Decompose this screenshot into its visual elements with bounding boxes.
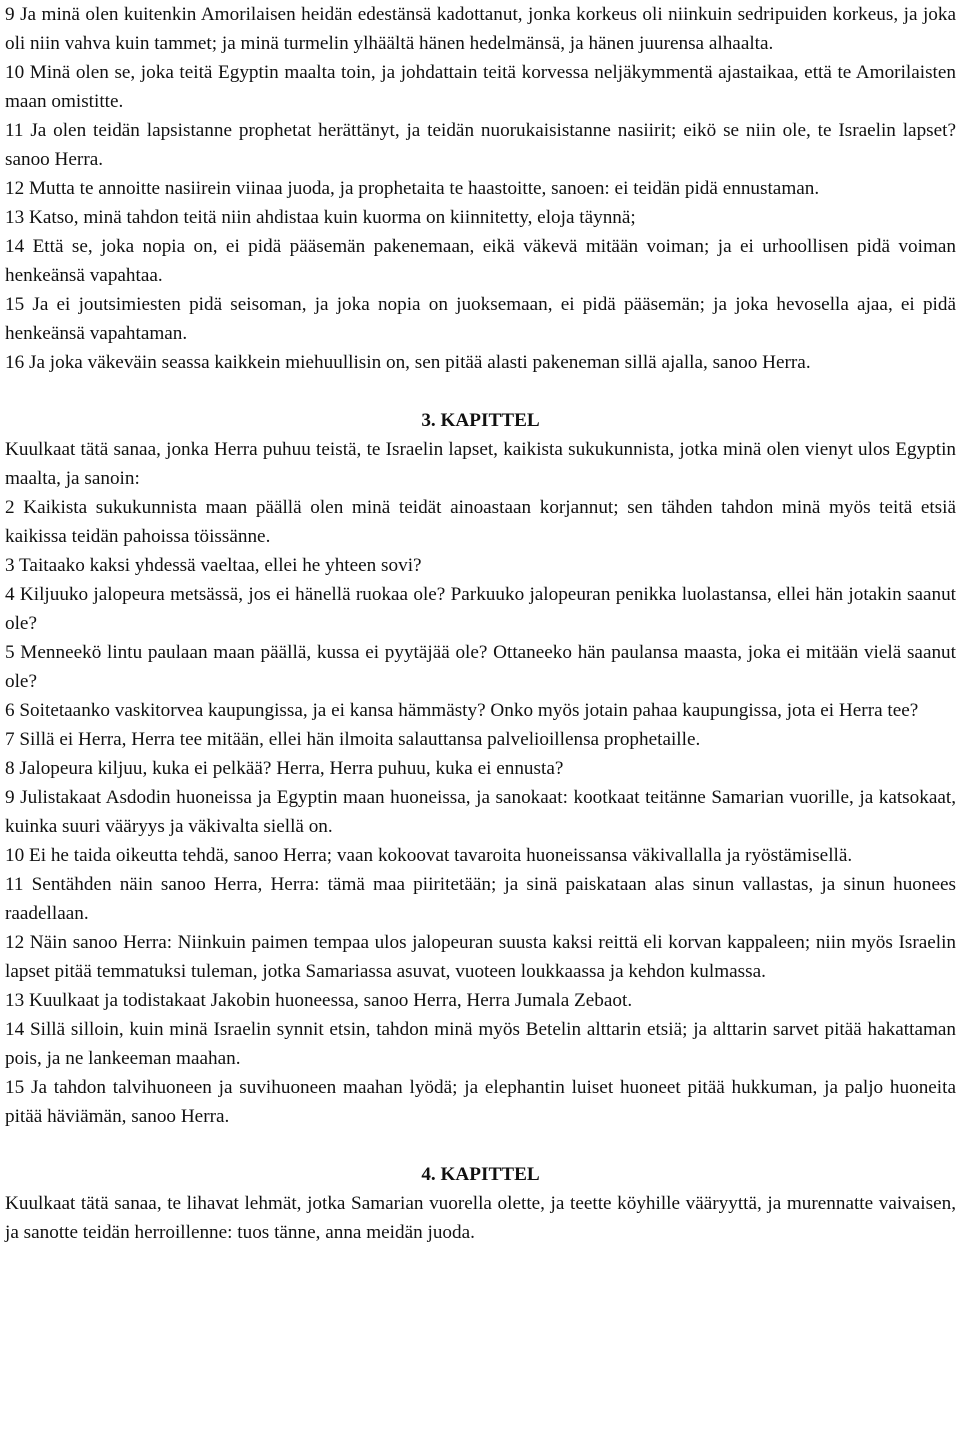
verse-2-10: 10 Minä olen se, joka teitä Egyptin maalta toin, ja johdattain teitä korvessa neljäkymmentä ajastaikaa, että te Amorilaisten maan omistitte. [5, 62, 956, 112]
chapter-3 [5, 406, 956, 1131]
chapter-2-continuation [5, 0, 956, 377]
verse-2-12: 12 Mutta te annoitte nasiirein viinaa juoda, ja prophetaita te haastoitte, sanoen: ei teidän pidä ennustaman. [5, 178, 820, 199]
verse-2-9: 9 Ja minä olen kuitenkin Amorilaisen heidän edestänsä kadottanut, jonka korkeus oli niinkuin sedripuiden korkeus, ja joka oli niin vahva kuin tammet; ja minä turmelin ylhäältä hänen hedelmänsä, ja hänen juurensa alhaalta. [5, 4, 956, 54]
document-page [5, 0, 956, 1247]
verse-3-8: 8 Jalopeura kiljuu, kuka ei pelkää? Herra, Herra puhuu, kuka ei ennusta? [5, 758, 564, 779]
section-spacer [5, 1131, 956, 1160]
verse-3-6: 6 Soitetaanko vaskitorvea kaupungissa, ja ei kansa hämmästy? Onko myös jotain pahaa kaupungissa, jota ei Herra tee? [5, 700, 919, 721]
verse-3-3: 3 Taitaako kaksi yhdessä vaeltaa, ellei he yhteen sovi? [5, 555, 422, 576]
verse-3-11: 11 Sentähden näin sanoo Herra, Herra: tämä maa piiritetään; ja sinä paiskataan alas sinun vallastas, ja sinun huonees raadellaan. [5, 874, 956, 924]
chapter-4 [5, 1160, 956, 1247]
verse-3-10: 10 Ei he taida oikeutta tehdä, sanoo Herra; vaan kokoovat tavaroita huoneissansa väkivallalla ja ryöstämisellä. [5, 845, 853, 866]
verse-3-7: 7 Sillä ei Herra, Herra tee mitään, ellei hän ilmoita salauttansa palvelioillensa prophetaille. [5, 729, 701, 750]
verse-3-13: 13 Kuulkaat ja todistakaat Jakobin huoneessa, sanoo Herra, Herra Jumala Zebaot. [5, 990, 633, 1011]
chapter-3-heading: 3. KAPITTEL [421, 410, 540, 431]
verse-4-1: Kuulkaat tätä sanaa, te lihavat lehmät, jotka Samarian vuorella olette, ja teette köyhille vääryyttä, ja murennatte vaivaisen, ja sanotte teidän herroillenne: tuos tänne, anna meidän juoda. [5, 1193, 956, 1243]
verse-2-15: 15 Ja ei joutsimiesten pidä seisoman, ja joka nopia on juoksemaan, ei pidä pääsemän; ja joka hevosella ajaa, ei pidä henkeänsä vapahtaman. [5, 294, 956, 344]
verse-3-2: 2 Kaikista sukukunnista maan päällä olen minä teidät ainoastaan korjannut; sen tähden tahdon minä myös teitä etsiä kaikissa teidän pahoissa töissänne. [5, 497, 956, 547]
section-spacer [5, 377, 956, 406]
verse-3-14: 14 Sillä silloin, kuin minä Israelin synnit etsin, tahdon minä myös Betelin alttarin etsiä; ja alttarin sarvet pitää hakattaman pois, ja ne lankeeman maahan. [5, 1019, 956, 1069]
verse-3-9: 9 Julistakaat Asdodin huoneissa ja Egyptin maan huoneissa, ja sanokaat: kootkaat teitänne Samarian vuorille, ja katsokaat, kuinka suuri vääryys ja väkivalta siellä on. [5, 787, 956, 837]
verse-3-15: 15 Ja tahdon talvihuoneen ja suvihuoneen maahan lyödä; ja elephantin luiset huoneet pitää hukkuman, ja paljo huoneita pitää häviämän, sanoo Herra. [5, 1077, 956, 1127]
verse-2-14: 14 Että se, joka nopia on, ei pidä pääsemän pakenemaan, eikä väkevä mitään voiman; ja ei urhoollisen pidä voiman henkeänsä vapahtaa. [5, 236, 956, 286]
verse-3-12: 12 Näin sanoo Herra: Niinkuin paimen tempaa ulos jalopeuran suusta kaksi reittä eli korvan kappaleen; niin myös Israelin lapset pitää temmatuksi tuleman, jotka Samariassa asuvat, vuoteen loukkaassa ja kehdon kulmassa. [5, 932, 956, 982]
verse-3-5: 5 Menneekö lintu paulaan maan päällä, kussa ei pyytäjää ole? Ottaneeko hän paulansa maasta, joka ei mitään vielä saanut ole? [5, 642, 956, 692]
verse-2-11: 11 Ja olen teidän lapsistanne prophetat herättänyt, ja teidän nuorukaisistanne nasiirit; eikö se niin ole, te Israelin lapset? sanoo Herra. [5, 120, 956, 170]
chapter-4-heading: 4. KAPITTEL [421, 1164, 540, 1185]
verse-3-1: Kuulkaat tätä sanaa, jonka Herra puhuu teistä, te Israelin lapset, kaikista sukukunnista, jotka minä olen vienyt ulos Egyptin maalta, ja sanoin: [5, 439, 956, 489]
verse-2-13: 13 Katso, minä tahdon teitä niin ahdistaa kuin kuorma on kiinnitetty, eloja täynnä; [5, 207, 636, 228]
verse-3-4: 4 Kiljuuko jalopeura metsässä, jos ei hänellä ruokaa ole? Parkuuko jalopeuran penikka luolastansa, ellei hän jotakin saanut ole? [5, 584, 956, 634]
verse-2-16: 16 Ja joka väkeväin seassa kaikkein miehuullisin on, sen pitää alasti pakeneman sillä ajalla, sanoo Herra. [5, 352, 811, 373]
